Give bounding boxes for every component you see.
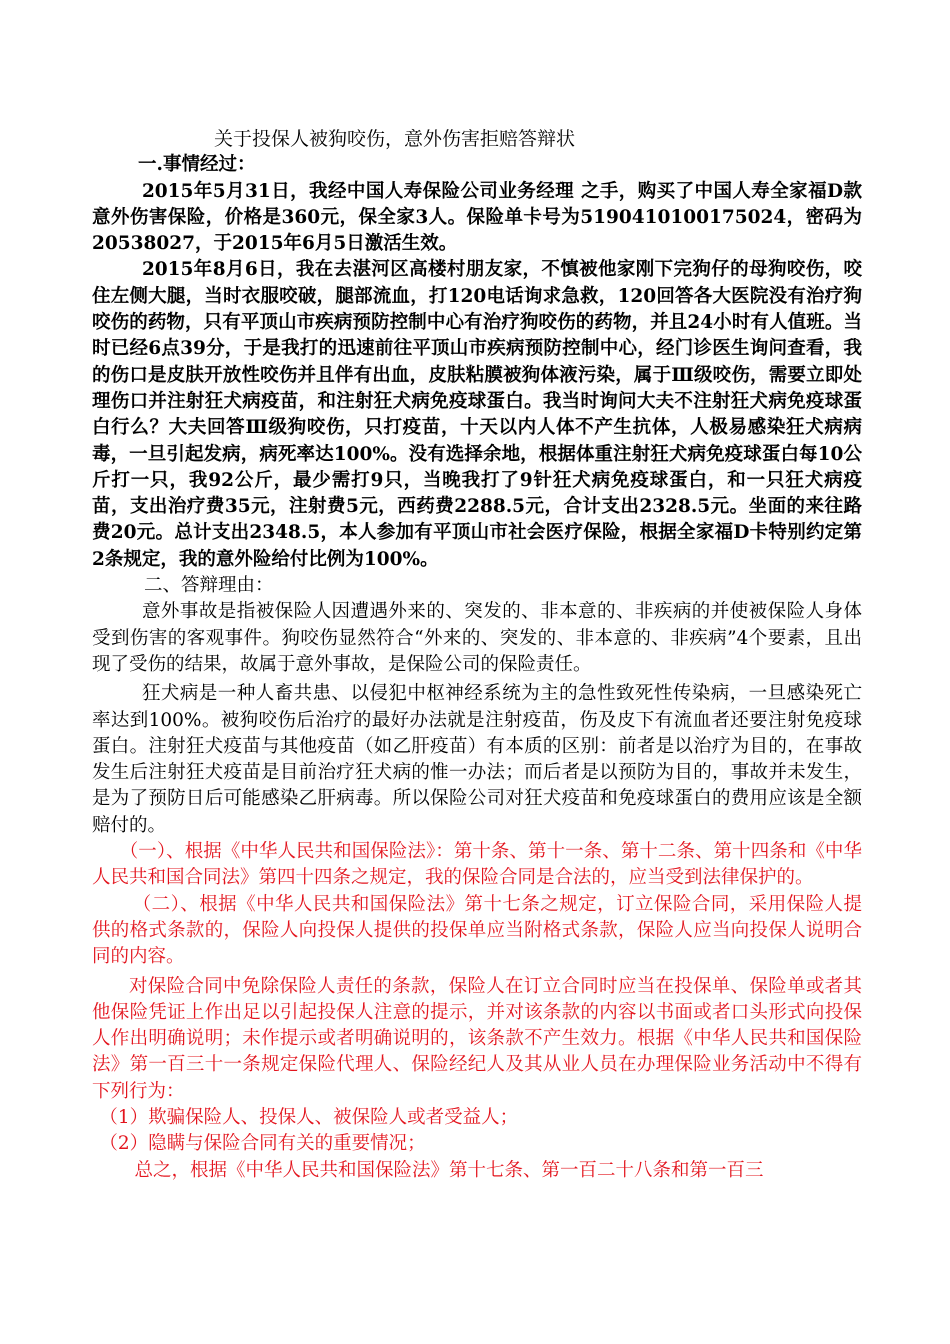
paragraph-legal-basis-2: （二）、根据《中华人民共和国保险法》第十七条之规定，订立保险合同，采用保险人提供的格式条款的，保险人向投保人提供的投保单应当附格式条款，保险人应当向投保人说明合同的内容。 (92, 893, 862, 968)
paragraph-accident-definition: 意外事故是指被保险人因遭遇外来的、突发的、非本意的、非疾病的并使被保险人身体受到伤害的客观事件。狗咬伤显然符合“外来的、突发的、非本意的、非疾病”4个要素，且出现了受伤的结果，故属于意外事故，是保险公司的保险责任。 (92, 601, 862, 675)
section-heading-facts: 一.事情经过： (138, 154, 256, 176)
document-title: 关于投保人被狗咬伤，意外伤害拒赔答辩状 (214, 128, 576, 150)
paragraph-rabies: 狂犬病是一种人畜共患、以侵犯中枢神经系统为主的急性致死性传染病，一旦感染死亡率达到100%。被狗咬伤后治疗的最好办法就是注射疫苗，伤及皮下有流血者还要注射免疫球蛋白。注射狂犬疫苗与其他疫苗（如乙肝疫苗）有本质的区别：前者是以治疗为目的，在事故发生后注射狂犬疫苗是目前治疗狂犬病的惟一办法；而后者是以预防为目的，事故并未发生，是为了预防日后可能感染乙肝病毒。所以保险公司对狂犬疫苗和免疫球蛋白的费用应该是全额赔付的。 (92, 683, 862, 836)
paragraph-legal-basis-1: （一）、根据《中华人民共和国保险法》：第十条、第十一条、第十二条、第十四条和《中华人民共和国合同法》第四十四条之规定，我的保险合同是合法的，应当受到法律保护的。 (92, 841, 862, 889)
list-item-2: （2）隐瞒与保险合同有关的重要情况； (99, 1133, 426, 1155)
paragraph-incident: 2015年8月6日，我在去湛河区高楼村朋友家，不慎被他家刚下完狗仔的母狗咬伤，咬住左侧大腿，当时衣服咬破，腿部流血，打120电话询求急救，120回答各大医院没有治疗狗咬伤的药物，只有平顶山市疾病预防控制中心有治疗狗咬伤的药物，并且24小时有人值班。当时已经6点39分，于是我打的迅速前往平顶山市疾病预防控制中心，经门诊医生询问查看，我的伤口是皮肤开放性咬伤并且伴有出血，皮肤粘膜被狗体液污染，属于Ⅲ级咬伤，需要立即处理伤口并注射狂犬病疫苗，和注射狂犬病免疫球蛋白。我当时询问大夫不注射狂犬病免疫球蛋白行么？大夫回答Ⅲ级狗咬伤，只打疫苗，十天以内人体不产生抗体，人极易感染狂犬病病毒，一旦引起发病，病死率达100%。没有选择余地，根据体重注射狂犬病免疫球蛋白每10公斤打一只，我92公斤，最少需打9只，当晚我打了9针狂犬病免疫球蛋白，和一只狂犬病疫苗，支出治疗费35元，注射费5元，西药费2288.5元，合计支出2328.5元。坐面的来往路费20元。总计支出2348.5，本人参加有平顶山市社会医疗保险，根据全家福D卡特别约定第2条规定，我的意外险给付比例为100%。 (92, 259, 862, 570)
paragraph-conclusion: 总之，根据《中华人民共和国保险法》第十七条、第一百二十八条和第一百三 (134, 1159, 764, 1181)
paragraph-purchase: 2015年5月31日，我经中国人寿保险公司业务经理 之手，购买了中国人寿全家福D款意外伤害保险，价格是360元，保全家3人。保险单卡号为5190410100175024，密码为20538027，于2015年6月5日激活生效。 (92, 180, 862, 255)
section-heading-reasons: 二、答辩理由： (144, 575, 274, 597)
document-body (92, 126, 862, 1184)
list-item-1: （1）欺骗保险人、投保人、被保险人或者受益人； (99, 1106, 519, 1128)
paragraph-exemption-clause: 对保险合同中免除保险人责任的条款，保险人在订立合同时应当在投保单、保险单或者其他保险凭证上作出足以引起投保人注意的提示，并对该条款的内容以书面或者口头形式向投保人作出明确说明；未作提示或者明确说明的，该条款不产生效力。根据《中华人民共和国保险法》第一百三十一条规定保险代理人、保险经纪人及其从业人员在办理保险业务活动中不得有下列行为： (92, 975, 862, 1102)
